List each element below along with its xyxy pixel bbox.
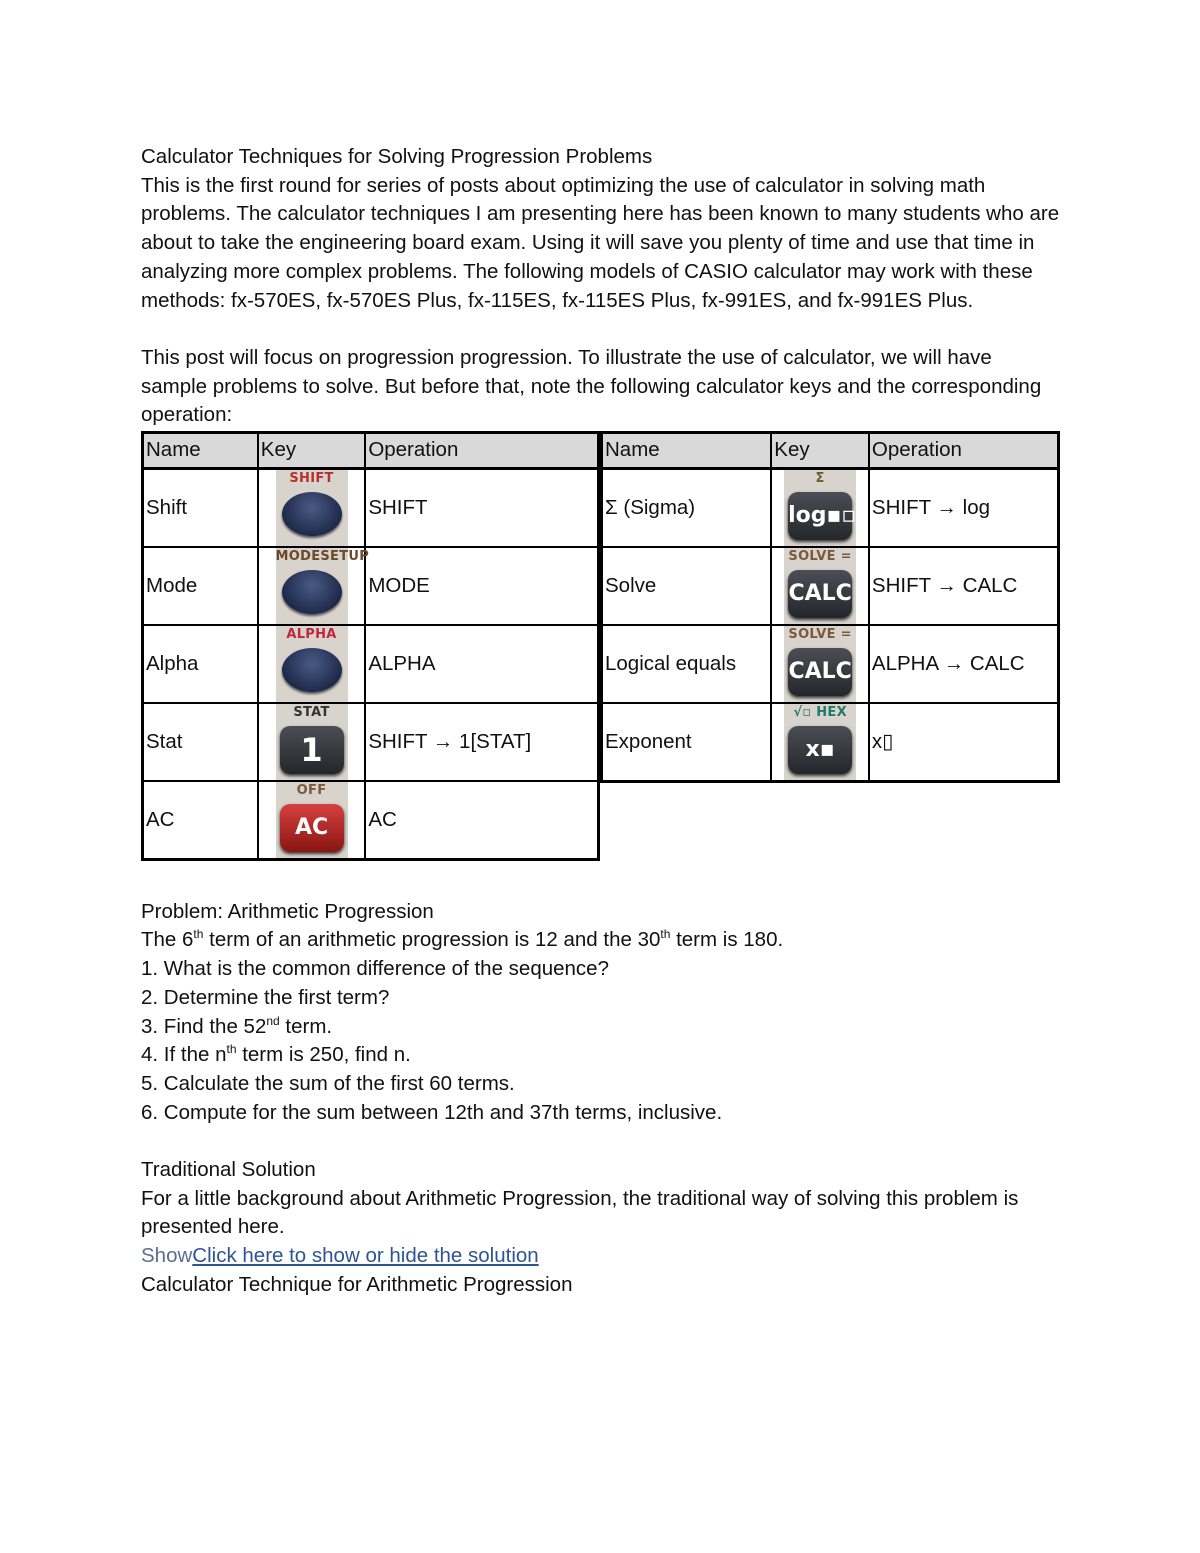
key-row-sigma <box>602 469 1059 548</box>
key-operation: SHIFT <box>365 469 598 548</box>
header-operation: Operation <box>365 433 598 469</box>
key-name: Alpha <box>143 625 258 703</box>
show-solution-line <box>141 1242 1061 1271</box>
key-row-shift <box>143 469 599 548</box>
key-operation: ALPHA → CALC <box>869 625 1059 703</box>
document-page <box>141 143 1061 1300</box>
header-key: Key <box>258 433 366 469</box>
key-secondary-label: √▫ HEX <box>793 705 847 721</box>
key-cap: 1 <box>280 726 344 774</box>
key-name: Logical equals <box>602 625 772 703</box>
oval-key-cap <box>282 570 342 614</box>
focus-paragraph: This post will focus on progression progression. To illustrate the use of calculator, we will have sample problems to solve. But before that, note the following calculator keys and the corresponding operation: <box>141 345 1042 427</box>
key-operation: AC <box>365 781 598 860</box>
key-name: Shift <box>143 469 258 548</box>
key-image-cell <box>258 547 370 625</box>
key-cap: CALC <box>788 648 852 696</box>
calculator-key-icon <box>276 704 348 780</box>
key-secondary-label: SHIFT <box>289 471 334 487</box>
left-key-table <box>141 431 600 861</box>
key-image-cell <box>771 625 869 703</box>
key-secondary-label: OFF <box>296 783 327 799</box>
calculator-key-icon <box>784 470 856 546</box>
key-image-cell <box>258 625 366 703</box>
key-image-cell <box>771 547 869 625</box>
intro-paragraph: This is the first round for series of posts about optimizing the use of calculator in solving math problems. The calculator techniques I am presenting here has been known to many students who are about to take the engineering board exam. Using it will save you plenty of time and use that time in analyzing more complex problems. The following models of CASIO calculator may work with these methods: fx-570ES, fx-570ES Plus, fx-115ES, fx-115ES Plus, fx-991ES, and fx-991ES Plus. <box>141 173 1060 312</box>
key-image-cell <box>771 703 869 782</box>
key-operation: SHIFT → CALC <box>869 547 1059 625</box>
question-5: 5. Calculate the sum of the first 60 terms. <box>141 1071 515 1095</box>
calculator-key-icon <box>275 548 370 624</box>
key-secondary-label: Σ <box>815 471 825 487</box>
problem-heading: Problem: Arithmetic Progression <box>141 899 434 923</box>
calculator-key-icon <box>276 470 348 546</box>
header-operation: Operation <box>869 433 1059 469</box>
traditional-text: For a little background about Arithmetic Progression, the traditional way of solving this problem is presented here. <box>141 1186 1019 1239</box>
key-secondary-label: MODESETUP <box>275 549 370 565</box>
key-cap: AC <box>280 804 344 852</box>
key-secondary-label: SOLVE = <box>788 627 852 643</box>
technique-heading: Calculator Technique for Arithmetic Progression <box>141 1272 573 1296</box>
right-key-table <box>600 431 1060 783</box>
key-name: Solve <box>602 547 772 625</box>
question-1: 1. What is the common difference of the sequence? <box>141 957 609 981</box>
oval-key-cap <box>282 648 342 692</box>
key-cap: CALC <box>788 570 852 618</box>
key-secondary-label: SOLVE = <box>788 549 852 565</box>
right-table-header <box>602 433 1059 469</box>
show-hide-solution-link[interactable]: Click here to show or hide the solution <box>192 1244 539 1268</box>
key-operation: MODE <box>365 547 598 625</box>
problem-statement: The 6th term of an arithmetic progression is 12 and the 30th term is 180. <box>141 927 784 952</box>
key-row-logical-equals <box>602 625 1059 703</box>
key-cap: x▪ <box>788 726 852 774</box>
key-row-ac <box>143 781 599 860</box>
key-image-cell <box>258 703 366 781</box>
document-title: Calculator Techniques for Solving Progression Problems <box>141 145 653 168</box>
key-operation: ALPHA <box>365 625 598 703</box>
header-name: Name <box>602 433 772 469</box>
question-2: 2. Determine the first term? <box>141 985 390 1009</box>
key-operation: SHIFT → 1[STAT] <box>365 703 598 781</box>
show-toggle[interactable]: Show <box>141 1244 193 1268</box>
key-cap: log▪▫ <box>788 492 852 540</box>
key-secondary-label: ALPHA <box>286 627 337 643</box>
left-table-header <box>143 433 599 469</box>
header-key: Key <box>771 433 869 469</box>
question-3: 3. Find the 52nd term. <box>141 1013 333 1038</box>
key-image-cell <box>771 469 869 548</box>
key-operation: SHIFT → log <box>869 469 1059 548</box>
oval-key-cap <box>282 492 342 536</box>
key-name: AC <box>143 781 258 860</box>
question-6: 6. Compute for the sum between 12th and 37th terms, inclusive. <box>141 1100 723 1124</box>
header-name: Name <box>143 433 258 469</box>
calculator-key-icon <box>784 626 856 702</box>
key-row-stat <box>143 703 599 781</box>
key-secondary-label: STAT <box>293 705 330 721</box>
calculator-key-icon <box>276 626 348 702</box>
key-name: Stat <box>143 703 258 781</box>
key-operation: x▯ <box>869 703 1059 782</box>
calculator-key-icon <box>276 782 348 858</box>
key-row-mode <box>143 547 599 625</box>
key-name: Mode <box>143 547 258 625</box>
key-row-exponent <box>602 703 1059 782</box>
key-row-solve <box>602 547 1059 625</box>
key-name: Σ (Sigma) <box>602 469 772 548</box>
calculator-key-icon <box>784 548 856 624</box>
key-image-cell <box>258 781 366 860</box>
key-image-cell <box>258 469 366 548</box>
key-row-alpha <box>143 625 599 703</box>
calculator-key-icon <box>784 704 856 780</box>
question-4: 4. If the $n^{th}$ term is 250, find n. <box>141 1042 411 1067</box>
traditional-heading: Traditional Solution <box>141 1158 316 1182</box>
key-name: Exponent <box>602 703 772 782</box>
key-tables <box>141 431 1061 869</box>
